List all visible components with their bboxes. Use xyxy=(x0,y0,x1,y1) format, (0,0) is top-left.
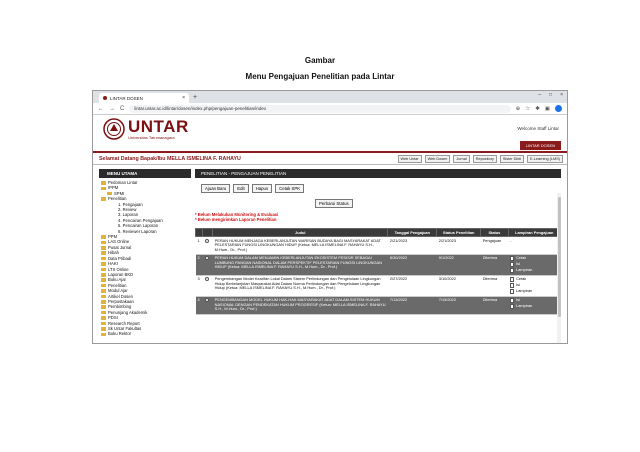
row-status-date: 2/21/2023 xyxy=(437,237,481,255)
folder-icon xyxy=(101,295,106,299)
row-submit-date: 2/27/2022 xyxy=(388,275,437,296)
sidebar-item-label: Pusat Jurnal xyxy=(108,244,132,250)
folder-icon xyxy=(107,192,112,196)
folder-icon xyxy=(101,333,106,337)
new-tab-button[interactable]: + xyxy=(193,94,198,101)
sidebar-item-label: Artikel Dosen xyxy=(108,293,133,299)
nav-web-untar[interactable]: Web Untar xyxy=(398,155,422,163)
attachment-label: Cetak xyxy=(516,255,527,261)
nav-e-learning[interactable]: E-Learning (LMS) xyxy=(527,155,563,163)
page-icon xyxy=(113,203,116,207)
nav-web-dosen[interactable]: Web Dosen xyxy=(425,155,451,163)
sidebar-item-label: Perpustakaan xyxy=(108,298,134,304)
nav-sister-dikti[interactable]: Sister Dikti xyxy=(500,155,524,163)
row-select[interactable] xyxy=(203,275,213,296)
url-input[interactable]: lintar.untar.ac.id/lintar/dosen/index.php/pengajuan-penelitian/index xyxy=(129,105,510,113)
attachment-label: Lampiran xyxy=(516,267,533,273)
nav-repository[interactable]: Repository xyxy=(473,155,497,163)
table-row[interactable] xyxy=(196,275,561,296)
new-submission-button[interactable]: Ajuan Baru xyxy=(201,184,230,193)
attachment-label: Isi xyxy=(516,282,520,288)
folder-icon xyxy=(101,268,106,272)
main-panel xyxy=(195,169,561,344)
folder-icon xyxy=(101,322,106,326)
folder-icon xyxy=(101,273,106,277)
sidebar-item-label: Hibah xyxy=(108,250,119,256)
folder-icon xyxy=(101,197,106,201)
extensions-icon[interactable]: ✱ xyxy=(535,105,540,112)
sidebar-item-label: Data Pribadi xyxy=(108,255,132,261)
folder-icon xyxy=(101,289,106,293)
row-title: PERAN HUKUM MENJAGA KEBERLANJUTAN WARISAN BUDAYA BAGI MASYARAKAT ADAT PELESTARIAN FUNGSI LINGKUNGAN HIDUP (Ketua: MELLA ISMELINA F. RAHAYU S.H., M.Hum., Dr., Prof.) xyxy=(213,237,388,255)
row-number: 3 xyxy=(196,275,203,296)
sidebar-item-label: LTS Online xyxy=(108,266,129,272)
attachment-label: - xyxy=(510,237,512,243)
figure-caption-title: Menu Pengajuan Penelitian pada Lintar xyxy=(245,72,395,81)
sidebar-title: MENU UTAMA xyxy=(99,169,191,178)
page-icon xyxy=(113,230,116,234)
attachment-link[interactable] xyxy=(510,239,558,244)
legend-monev: * Belum Melakukan Monitoring & Evaluasi xyxy=(195,212,279,217)
site-logo[interactable] xyxy=(103,118,189,140)
window-controls xyxy=(538,92,563,98)
row-select[interactable] xyxy=(203,237,213,255)
sidebar-item-label: 2. Review xyxy=(118,207,137,213)
greeting-text: Selamat Datang Bapak/Ibu MELLA ISMELINA F. RAHAYU xyxy=(99,155,241,162)
sidebar-item-label: Research Report xyxy=(108,320,140,326)
folder-icon xyxy=(101,187,106,191)
sidebar-item-label: LAS Online xyxy=(108,239,130,245)
column-header: Tanggal Pengajuan xyxy=(388,229,437,237)
action-toolbar xyxy=(201,184,304,193)
profile-avatar[interactable] xyxy=(555,105,562,112)
row-status-date: 7/15/2022 xyxy=(437,296,481,314)
refresh-status-button[interactable]: Perbarui Status xyxy=(315,199,353,208)
minimize-icon[interactable]: – xyxy=(538,92,542,98)
sidebar-menu xyxy=(99,180,191,337)
folder-icon xyxy=(101,300,106,304)
tab-title: LINTAR DOSEN xyxy=(110,95,143,101)
site-header xyxy=(93,115,567,153)
row-submit-date: 7/13/2022 xyxy=(388,296,437,314)
row-status: Diterima xyxy=(481,254,508,275)
row-attachments[interactable] xyxy=(508,275,560,296)
folder-icon xyxy=(101,284,106,288)
submission-table xyxy=(195,228,561,315)
edit-button[interactable]: Edit xyxy=(233,184,248,193)
folder-icon xyxy=(101,251,106,255)
folder-icon xyxy=(101,241,106,245)
sidebar-item-label: Buku Rektor xyxy=(108,331,132,337)
browser-tabbar xyxy=(93,91,567,103)
user-bar xyxy=(93,153,567,165)
document-icon xyxy=(510,304,514,309)
document-icon xyxy=(510,256,514,261)
nav-jurnal[interactable]: Jurnal xyxy=(453,155,469,163)
table-row[interactable] xyxy=(196,296,561,314)
sidebar-item-label: 1. Pengajuan xyxy=(118,201,143,207)
row-title: PERAN HUKUM DALAM MENJAMIN KEBERLANJUTAN EKOSISTEM PESISIR SEBAGAI LUMBUNG PANGAN NASIONAL DALAM PERSPEKTIF PELESTARIAN FUNGSI LINGKUNGAN HIDUP (Ketua: MELLA ISMELINA F. RAHAYU S.H., M.Hum., Dr., Prof.) xyxy=(213,254,388,275)
column-header: Lampiran Pengajuan xyxy=(508,229,560,237)
sidebar-item-label: Penelitian xyxy=(108,282,127,288)
page-icon xyxy=(113,224,116,228)
document-icon xyxy=(510,298,514,303)
browser-tab[interactable] xyxy=(99,93,189,103)
back-icon[interactable]: ← xyxy=(98,105,104,112)
row-radio[interactable] xyxy=(205,277,209,281)
sidebar-item-label: Penunjang Akademik xyxy=(108,309,148,315)
folder-icon xyxy=(101,305,106,309)
folder-icon xyxy=(101,327,106,331)
attachment-label: Lampiran xyxy=(516,303,533,309)
top-nav xyxy=(398,155,567,163)
row-select[interactable] xyxy=(203,254,213,275)
legend-report: * Belum mengirimkan Laporan Penelitian xyxy=(195,217,277,222)
scrollbar-thumb[interactable] xyxy=(558,197,561,317)
forward-icon[interactable]: → xyxy=(109,105,115,112)
content-area xyxy=(93,165,567,344)
row-submit-date: 8/30/2022 xyxy=(388,254,437,275)
attachment-label: Cetak xyxy=(516,276,527,282)
row-number: 2 xyxy=(196,254,203,275)
welcome-text: Welcome Staff Lintar xyxy=(517,126,559,131)
folder-icon xyxy=(101,235,106,239)
row-status-date: 3/10/2022 xyxy=(437,275,481,296)
scrollbar[interactable] xyxy=(557,193,561,344)
folder-icon xyxy=(101,278,106,282)
print-spk-button[interactable]: Cetak SPK xyxy=(275,184,304,193)
table-row[interactable] xyxy=(196,237,561,255)
row-radio[interactable] xyxy=(205,239,209,243)
sidebar-item-label: Laporan BKD xyxy=(108,271,134,277)
attachment-link[interactable] xyxy=(510,289,558,294)
table-header xyxy=(196,229,561,237)
attachment-label: Isi xyxy=(516,261,520,267)
sidebar-item-label: Pembimbing xyxy=(108,304,132,310)
logo-subtitle: Universitas Tarumanagara xyxy=(128,134,175,140)
page-icon xyxy=(113,214,116,218)
reload-icon[interactable]: C xyxy=(120,105,125,112)
sidebar-item-label: Modul Ajar xyxy=(108,288,128,294)
column-header: Judul xyxy=(213,229,388,237)
sidebar-item-label: SPMI xyxy=(114,190,125,196)
share-icon[interactable]: ⊕ xyxy=(515,105,521,112)
row-title: PENGEMBANGAN MODEL HUKUM HAK-HAK MASYARAKAT ADAT DALAM SISTEM HUKUM NASIONAL DENGAN PENDEKATAN HUKUM PROGRESIF (Ketua: MELLA ISMELINA F. RAHAYU S.H., M.Hum., Dr., Prof.) xyxy=(213,296,388,314)
sidebar-item-label: Sk Untar Fakultas xyxy=(108,325,142,331)
legend xyxy=(195,212,278,222)
sidebar-item-label: HAKI xyxy=(108,261,118,267)
sidepanel-icon[interactable]: ▣ xyxy=(544,105,550,112)
address-bar-row xyxy=(93,103,567,115)
document-icon xyxy=(510,268,514,273)
attachment-label: Isi xyxy=(516,297,520,303)
folder-icon xyxy=(101,262,106,266)
sidebar-item-label: 4. Pencairan Pengajuan xyxy=(118,217,163,223)
untar-emblem-icon xyxy=(103,118,125,140)
column-header: Status xyxy=(481,229,508,237)
toolbar-area xyxy=(195,178,561,228)
row-number: 4 xyxy=(196,296,203,314)
role-badge: LINTAR DOSEN xyxy=(520,141,561,150)
row-radio[interactable] xyxy=(205,298,209,302)
sidebar-item-label: 5. Pencairan Laporan xyxy=(118,223,159,229)
row-number: 1 xyxy=(196,237,203,255)
attachment-label: Lampiran xyxy=(516,288,533,294)
row-title: Pengembangan Model Kearifan Lokal Dalam Sistem Perlindungan dan Pengelolaan Lingkungan Hidup Berkelanjutan Masyarakat Adat Dalam Norma Perlindungan dan Pengelolaan Lingkungan Hidup (Ketua: MELLA ISMELINA F. RAHAYU S.H., M.Hum., Dr., Prof.) xyxy=(213,275,388,296)
page-icon xyxy=(113,208,116,212)
column-header xyxy=(203,229,213,237)
row-status: Diterima xyxy=(481,275,508,296)
sidebar-item-label: IPPM xyxy=(108,185,119,191)
row-select[interactable] xyxy=(203,296,213,314)
row-attachments[interactable] xyxy=(508,237,560,255)
folder-icon xyxy=(101,181,106,185)
document-icon xyxy=(510,283,514,288)
address-bar-icons xyxy=(516,105,562,112)
attachment-link[interactable] xyxy=(510,304,558,309)
sidebar xyxy=(99,169,191,344)
folder-icon xyxy=(101,316,106,320)
bookmark-star-icon[interactable]: ☆ xyxy=(525,105,531,112)
row-submit-date: 2/21/2023 xyxy=(388,237,437,255)
column-header: Status Penelitian xyxy=(437,229,481,237)
sidebar-item-label: PPM xyxy=(108,234,118,240)
page-icon xyxy=(113,219,116,223)
document-icon xyxy=(510,289,514,294)
row-attachments[interactable] xyxy=(508,254,560,275)
sidebar-item-label: Pedoman Lintar xyxy=(108,180,138,185)
screenshot-frame xyxy=(92,90,568,344)
page-title: PENELITIAN - PENGAJUAN PENELITIAN xyxy=(195,169,561,178)
row-radio[interactable] xyxy=(205,256,209,260)
document-icon xyxy=(510,277,514,282)
row-status: Pengajuan xyxy=(481,237,508,255)
column-header xyxy=(196,229,203,237)
sidebar-item-label: 3. Laporan xyxy=(118,212,139,218)
row-attachments[interactable] xyxy=(508,296,560,314)
maximize-icon[interactable]: □ xyxy=(549,92,553,98)
logo-wordmark: UNTAR xyxy=(128,116,189,136)
document-icon xyxy=(510,262,514,267)
close-window-icon[interactable]: × xyxy=(560,92,563,98)
folder-icon xyxy=(101,257,106,261)
folder-icon xyxy=(101,246,106,250)
table-row[interactable] xyxy=(196,254,561,275)
sidebar-item-label: Buku Ajar xyxy=(108,277,126,283)
sidebar-item-label: 6. Reviewer Laporan xyxy=(118,228,157,234)
folder-icon xyxy=(101,311,106,315)
row-status-date: 9/1/2022 xyxy=(437,254,481,275)
tab-favicon-icon xyxy=(103,96,107,100)
attachment-link[interactable] xyxy=(510,268,558,273)
tab-close-icon[interactable]: × xyxy=(182,95,185,101)
sidebar-item-label: Penelitian xyxy=(108,196,127,202)
sidebar-item[interactable] xyxy=(101,331,191,336)
row-status: Diterima xyxy=(481,296,508,314)
figure-caption-label: Gambar xyxy=(304,56,336,65)
sidebar-item-label: PDSI xyxy=(108,315,118,321)
delete-button[interactable]: Hapus xyxy=(252,184,272,193)
